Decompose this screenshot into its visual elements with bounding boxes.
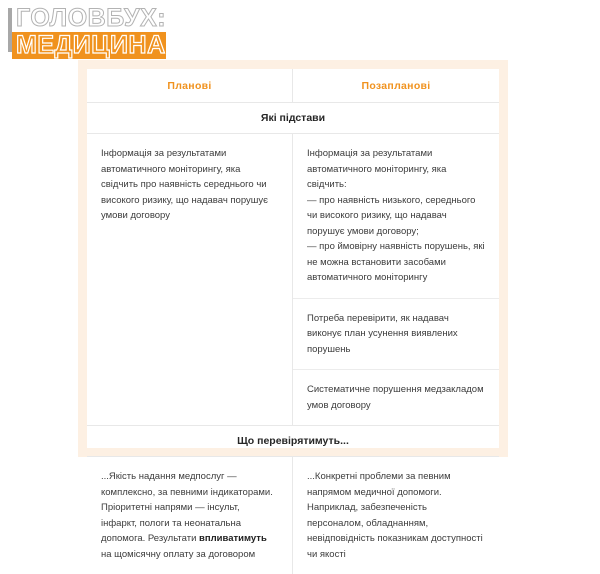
cell-text: ...Якість надання медпослуг — комплексно, за певними індикаторами. Пріоритетні напрями — інсульт, інфаркт, пологи та неонатальна допомога. Результати впливатимуть на щомісячну оплату за договором (101, 471, 273, 560)
cell-text: Потреба перевірити, як надавач виконує план усунення виявлених порушень (307, 312, 458, 355)
table-header-row (87, 69, 499, 103)
column-header-planned: Планові (87, 69, 293, 102)
table-cell (87, 457, 292, 574)
section-what-checked-column-planned (87, 457, 293, 574)
section-header-what-checked-label: Що перевірятимуть... (237, 435, 349, 447)
section-grounds-column-planned (87, 134, 293, 425)
cell-text: Інформація за результатами автоматичного моніторингу, яка свідчить про наявність середнього чи високого ризику, що надавач порушує умови договору (101, 148, 268, 221)
table-cell (293, 134, 499, 298)
table-cell (293, 457, 499, 574)
cell-text: Систематичне порушення медзакладом умов договору (307, 384, 484, 411)
cell-text: ...Конкретні проблеми за певним напрямом медичної допомоги. Наприклад, забезпеченість персоналом, обладнанням, невідповідність показникам доступності чи якості (307, 471, 483, 560)
table-cell (293, 369, 499, 425)
table-cell (87, 134, 292, 236)
table-cell (293, 298, 499, 370)
section-header-what-checked (87, 425, 499, 457)
cell-text: Інформація за результатами автоматичного моніторингу, яка свідчить: — про наявність низького, середнього чи високого ризику, що надавач порушує умови договору; — про ймовірну наявність порушень, які не можна встановити засобами автоматичного моніторингу (307, 148, 485, 283)
site-logo[interactable] (8, 4, 183, 59)
logo-title-primary: ГОЛОВБУХ: (16, 4, 167, 32)
section-grounds-column-unplanned (293, 134, 499, 425)
section-header-grounds (87, 103, 499, 134)
comparison-table-frame (78, 60, 508, 560)
column-header-unplanned: Позапланові (361, 80, 431, 92)
section-what-checked-body (87, 457, 499, 574)
logo-title-secondary-band (12, 32, 166, 59)
section-grounds-body (87, 134, 499, 425)
section-what-checked-column-unplanned (293, 457, 499, 574)
section-header-grounds-label: Які підстави (260, 112, 326, 124)
comparison-table (87, 69, 499, 560)
logo-title-secondary: МЕДИЦИНА (16, 32, 166, 59)
